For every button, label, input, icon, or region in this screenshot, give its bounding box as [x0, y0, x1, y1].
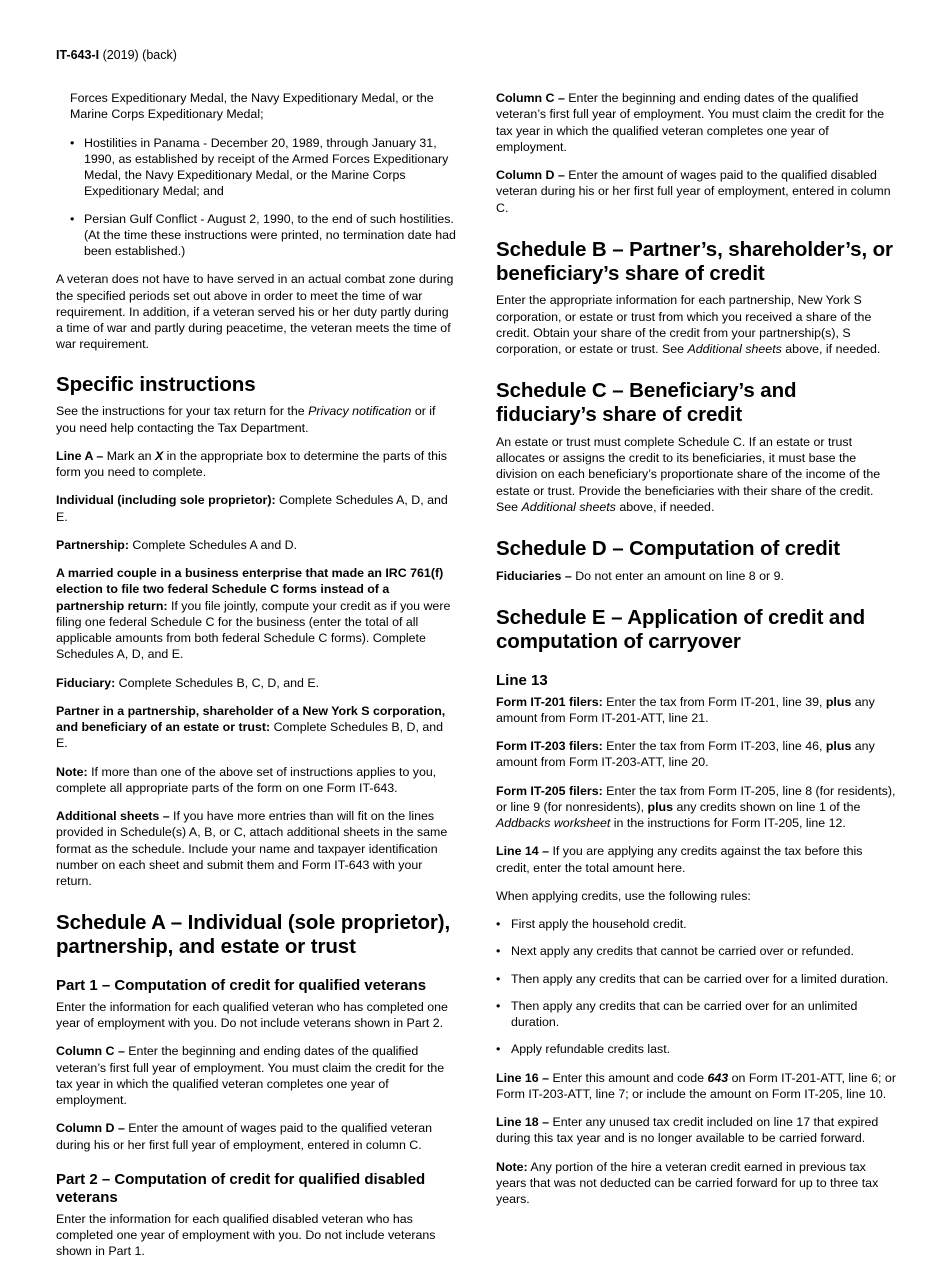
continued-bullet-text: Forces Expeditionary Medal, the Navy Expeditionary Medal, or the Marine Corps Expeditionary Medal; — [70, 91, 434, 122]
line-14-text: If you are applying any credits against the tax before this credit, enter the total amount here. — [496, 844, 863, 875]
addbacks-worksheet-italic: Addbacks worksheet — [496, 816, 611, 831]
partner-paragraph — [56, 703, 456, 752]
part-1-column-d-text: Enter the amount of wages paid to the qualified veteran during his or her first full year of employment, entered in column C. — [56, 1121, 433, 1152]
part-1-column-c-text: Enter the beginning and ending dates of the qualified veteran’s first full year of employment. You must claim the credit for the tax year in which the qualified veteran completes one year of employment. — [56, 1044, 445, 1108]
fiduciary-label: Fiduciary: — [56, 675, 116, 690]
schedule-d-heading: Schedule D – Computation of credit — [496, 537, 840, 561]
line-16-text-2: on Form IT-201-ATT, line 6; or Form IT-203-ATT, line 7; or include the amount on Form IT-205, line 10. — [496, 1070, 896, 1101]
part-1-text: Enter the information for each qualified veteran who has completed one year of employment with you. Do not include veterans shown in Part 2. — [56, 999, 448, 1031]
war-periods-bullet-list — [56, 135, 456, 260]
fiduciaries-paragraph — [496, 568, 896, 584]
it-201-plus: plus — [825, 694, 852, 709]
rules-intro: When applying credits, use the following rules: — [496, 888, 751, 903]
married-couple-paragraph — [56, 565, 456, 663]
line-16-text-1: Enter this amount and code — [549, 1070, 708, 1085]
list-item: • First apply the household credit. — [496, 916, 896, 932]
partnership-text: Complete Schedules A and D. — [128, 537, 298, 552]
credit-code: 643 — [707, 1070, 729, 1085]
schedule-c-text-2: above, if needed. — [615, 499, 715, 514]
schedule-b-italic: Additional sheets — [687, 342, 782, 357]
list-item: • Hostilities in Panama - December 20, 1989, through January 31, 1990, as established by receipt of the Armed Forces Expeditionary Medal, the Navy Expeditionary Medal, or the Marine Corps Expeditionary Medal; and — [70, 135, 456, 200]
it-201-text-2: any amount from Form IT-201-ATT, line 21. — [496, 694, 875, 725]
it-205-filers-label: Form IT-205 filers: — [496, 783, 603, 798]
note-label: Note: — [56, 764, 88, 779]
it-203-filers-paragraph — [496, 738, 896, 771]
schedule-c-text-1: An estate or trust must complete Schedule C. If an estate or trust allocates or assigns the credit to its beneficiaries, it must base the division on each beneficiary’s proportionate share of the income of the estate or trust. Provide the beneficiaries with their share of the credit. See — [496, 434, 881, 514]
schedule-b-text — [496, 292, 896, 357]
fiduciaries-label: Fiduciaries – — [496, 568, 572, 583]
individual-label: Individual (including sole proprietor): — [56, 493, 276, 508]
page-header — [56, 48, 894, 62]
list-item: • Next apply any credits that cannot be carried over or refunded. — [496, 943, 896, 959]
partnership-paragraph — [56, 537, 456, 553]
it-205-text-3: in the instructions for Form IT-205, line 12. — [610, 816, 846, 831]
part-2-heading: Part 2 – Computation of credit for qualified disabled veterans — [56, 1170, 426, 1206]
note-label-right: Note: — [496, 1159, 528, 1174]
it-201-filers-label: Form IT-201 filers: — [496, 694, 603, 709]
credit-rules-list — [496, 916, 896, 1058]
it-201-text-1: Enter the tax from Form IT-201, line 39, — [602, 694, 826, 709]
line-a-label: Line A – — [56, 448, 104, 463]
specific-instructions-intro — [56, 403, 456, 436]
column-c-text: Enter the beginning and ending dates of the qualified veteran’s first full year of employment. You must claim the credit for the tax year in which the qualified veteran completes one year of employment. — [496, 91, 885, 154]
form-id: IT-643-I — [56, 48, 100, 62]
partner-label: Partner in a partnership, shareholder of a New York S corporation, and beneficiary of an estate or trust: — [56, 703, 446, 735]
part-1-heading: Part 1 – Computation of credit for qualified veterans — [56, 976, 427, 994]
part-1-column-d-label: Column D – — [56, 1121, 125, 1136]
line-16-label: Line 16 – — [496, 1070, 550, 1085]
line-18-label: Line 18 – — [496, 1115, 550, 1130]
married-couple-label: A married couple in a business enterprise that made an IRC 761(f) election to file two federal Schedule C forms instead of a partnership return: — [56, 566, 444, 613]
part-1-column-d-paragraph — [56, 1120, 456, 1153]
individual-paragraph — [56, 492, 456, 525]
it-203-text-1: Enter the tax from Form IT-203, line 46, — [602, 739, 826, 754]
partner-text: Complete Schedules B, D, and E. — [56, 720, 444, 751]
line-a-paragraph — [56, 448, 456, 481]
privacy-notification-italic: Privacy notification — [308, 404, 412, 419]
line-13-heading: Line 13 — [496, 671, 548, 689]
left-column — [56, 90, 456, 1272]
column-d-paragraph — [496, 167, 896, 216]
two-column-body — [56, 90, 894, 1272]
it-205-text-1: Enter the tax from Form IT-205, line 8 (for residents), or line 9 (for nonresidents), — [496, 783, 896, 814]
line-16-paragraph — [496, 1070, 896, 1103]
note-text: If more than one of the above set of instructions applies to you, complete all appropriate parts of the form on one Form IT-643. — [56, 764, 437, 795]
list-item: • Persian Gulf Conflict - August 2, 1990, to the end of such hostilities. (At the time these instructions were printed, no termination date had been established.) — [70, 211, 456, 260]
line-18-paragraph — [496, 1114, 896, 1147]
part-1-column-c-paragraph — [56, 1043, 456, 1108]
additional-sheets-paragraph — [56, 808, 456, 889]
specific-instructions-heading: Specific instructions — [56, 372, 256, 396]
part-1-column-c-label: Column C – — [56, 1044, 125, 1059]
schedule-b-heading: Schedule B – Partner’s, shareholder’s, or beneficiary’s share of credit — [496, 237, 893, 285]
schedule-c-text — [496, 434, 896, 515]
it-203-text-2: any amount from Form IT-203-ATT, line 20. — [496, 739, 875, 770]
note-paragraph-right — [496, 1159, 896, 1208]
it-203-plus: plus — [825, 739, 852, 754]
form-year-side: (2019) (back) — [102, 48, 177, 62]
schedule-c-italic: Additional sheets — [521, 499, 616, 514]
column-c-paragraph — [496, 90, 896, 155]
column-d-label: Column D – — [496, 168, 565, 182]
schedule-b-text-1: Enter the appropriate information for each partnership, New York S corporation, or estate or trust from which you received a share of the credit. Obtain your share of the credit from your partnership(s), S corporation, or estate or trust. See — [496, 293, 872, 357]
veteran-service-paragraph: A veteran does not have to have served in an actual combat zone during the specified periods set out above in order to meet the time of war requirement. In addition, if a veteran served his or her duty partly during a time of war and partly during peacetime, the veteran meets the time of war requirement. — [56, 272, 454, 352]
schedule-c-heading: Schedule C – Beneficiary’s and fiduciary’s share of credit — [496, 379, 797, 427]
note-paragraph-left — [56, 764, 456, 797]
line-a-text-1: Mark an — [103, 448, 155, 463]
fiduciary-text: Complete Schedules B, C, D, and E. — [115, 675, 320, 690]
list-item: • Apply refundable credits last. — [496, 1041, 896, 1057]
it-205-plus: plus — [647, 799, 673, 814]
column-c-label: Column C – — [496, 91, 565, 105]
married-couple-text: If you file jointly, compute your credit as if you were filing one federal Schedule C for the business (enter the total of all applicable amounts from both federal Schedule C forms). Complete Schedules A, D, and E. — [56, 598, 451, 662]
specific-intro-text-2: or if you need help contacting the Tax Department. — [56, 404, 436, 435]
schedule-b-text-2: above, if needed. — [781, 342, 881, 357]
it-201-filers-paragraph — [496, 694, 896, 727]
right-column — [496, 90, 896, 1219]
individual-text: Complete Schedules A, D, and E. — [56, 493, 448, 524]
specific-intro-text-1: See the instructions for your tax return for the — [56, 404, 309, 419]
part-2-text: Enter the information for each qualified disabled veteran who has completed one year of employment with you. Do not include veterans shown in Part 1. — [56, 1211, 436, 1259]
schedule-e-heading: Schedule E – Application of credit and computation of carryover — [496, 606, 866, 653]
schedule-a-heading: Schedule A – Individual (sole proprietor), partnership, and estate or trust — [56, 911, 451, 959]
column-d-text: Enter the amount of wages paid to the qualified disabled veteran during his or her first full year of employment, entered in column C. — [496, 168, 891, 215]
fiduciaries-text: Do not enter an amount on line 8 or 9. — [571, 568, 784, 583]
it-203-filers-label: Form IT-203 filers: — [496, 739, 603, 754]
it-205-text-2: any credits shown on line 1 of the — [673, 799, 861, 814]
line-18-text: Enter any unused tax credit included on line 17 that expired during this tax year and is no longer available to be carried forward. — [496, 1115, 879, 1146]
list-item: • Then apply any credits that can be carried over for an unlimited duration. — [496, 998, 896, 1031]
additional-sheets-text: If you have more entries than will fit on the lines provided in Schedule(s) A, B, or C, attach additional sheets in the same format as the schedule. Include your name and taxpayer identification number on each sheet and submit them and Form IT-643 with your return. — [56, 809, 448, 889]
note-text-right: Any portion of the hire a veteran credit earned in previous tax years that was not deducted can be carried forward for up to three tax years. — [496, 1159, 879, 1207]
it-205-filers-paragraph — [496, 783, 896, 832]
line-a-text-2: in the appropriate box to determine the parts of this form you need to complete. — [56, 448, 447, 480]
fiduciary-paragraph — [56, 675, 456, 691]
line-14-paragraph — [496, 843, 896, 876]
line-a-x-mark: X — [154, 448, 164, 463]
list-item: • Then apply any credits that can be carried over for a limited duration. — [496, 971, 896, 987]
line-14-label: Line 14 – — [496, 844, 550, 859]
additional-sheets-label: Additional sheets – — [56, 809, 170, 824]
partnership-label: Partnership: — [56, 537, 129, 552]
